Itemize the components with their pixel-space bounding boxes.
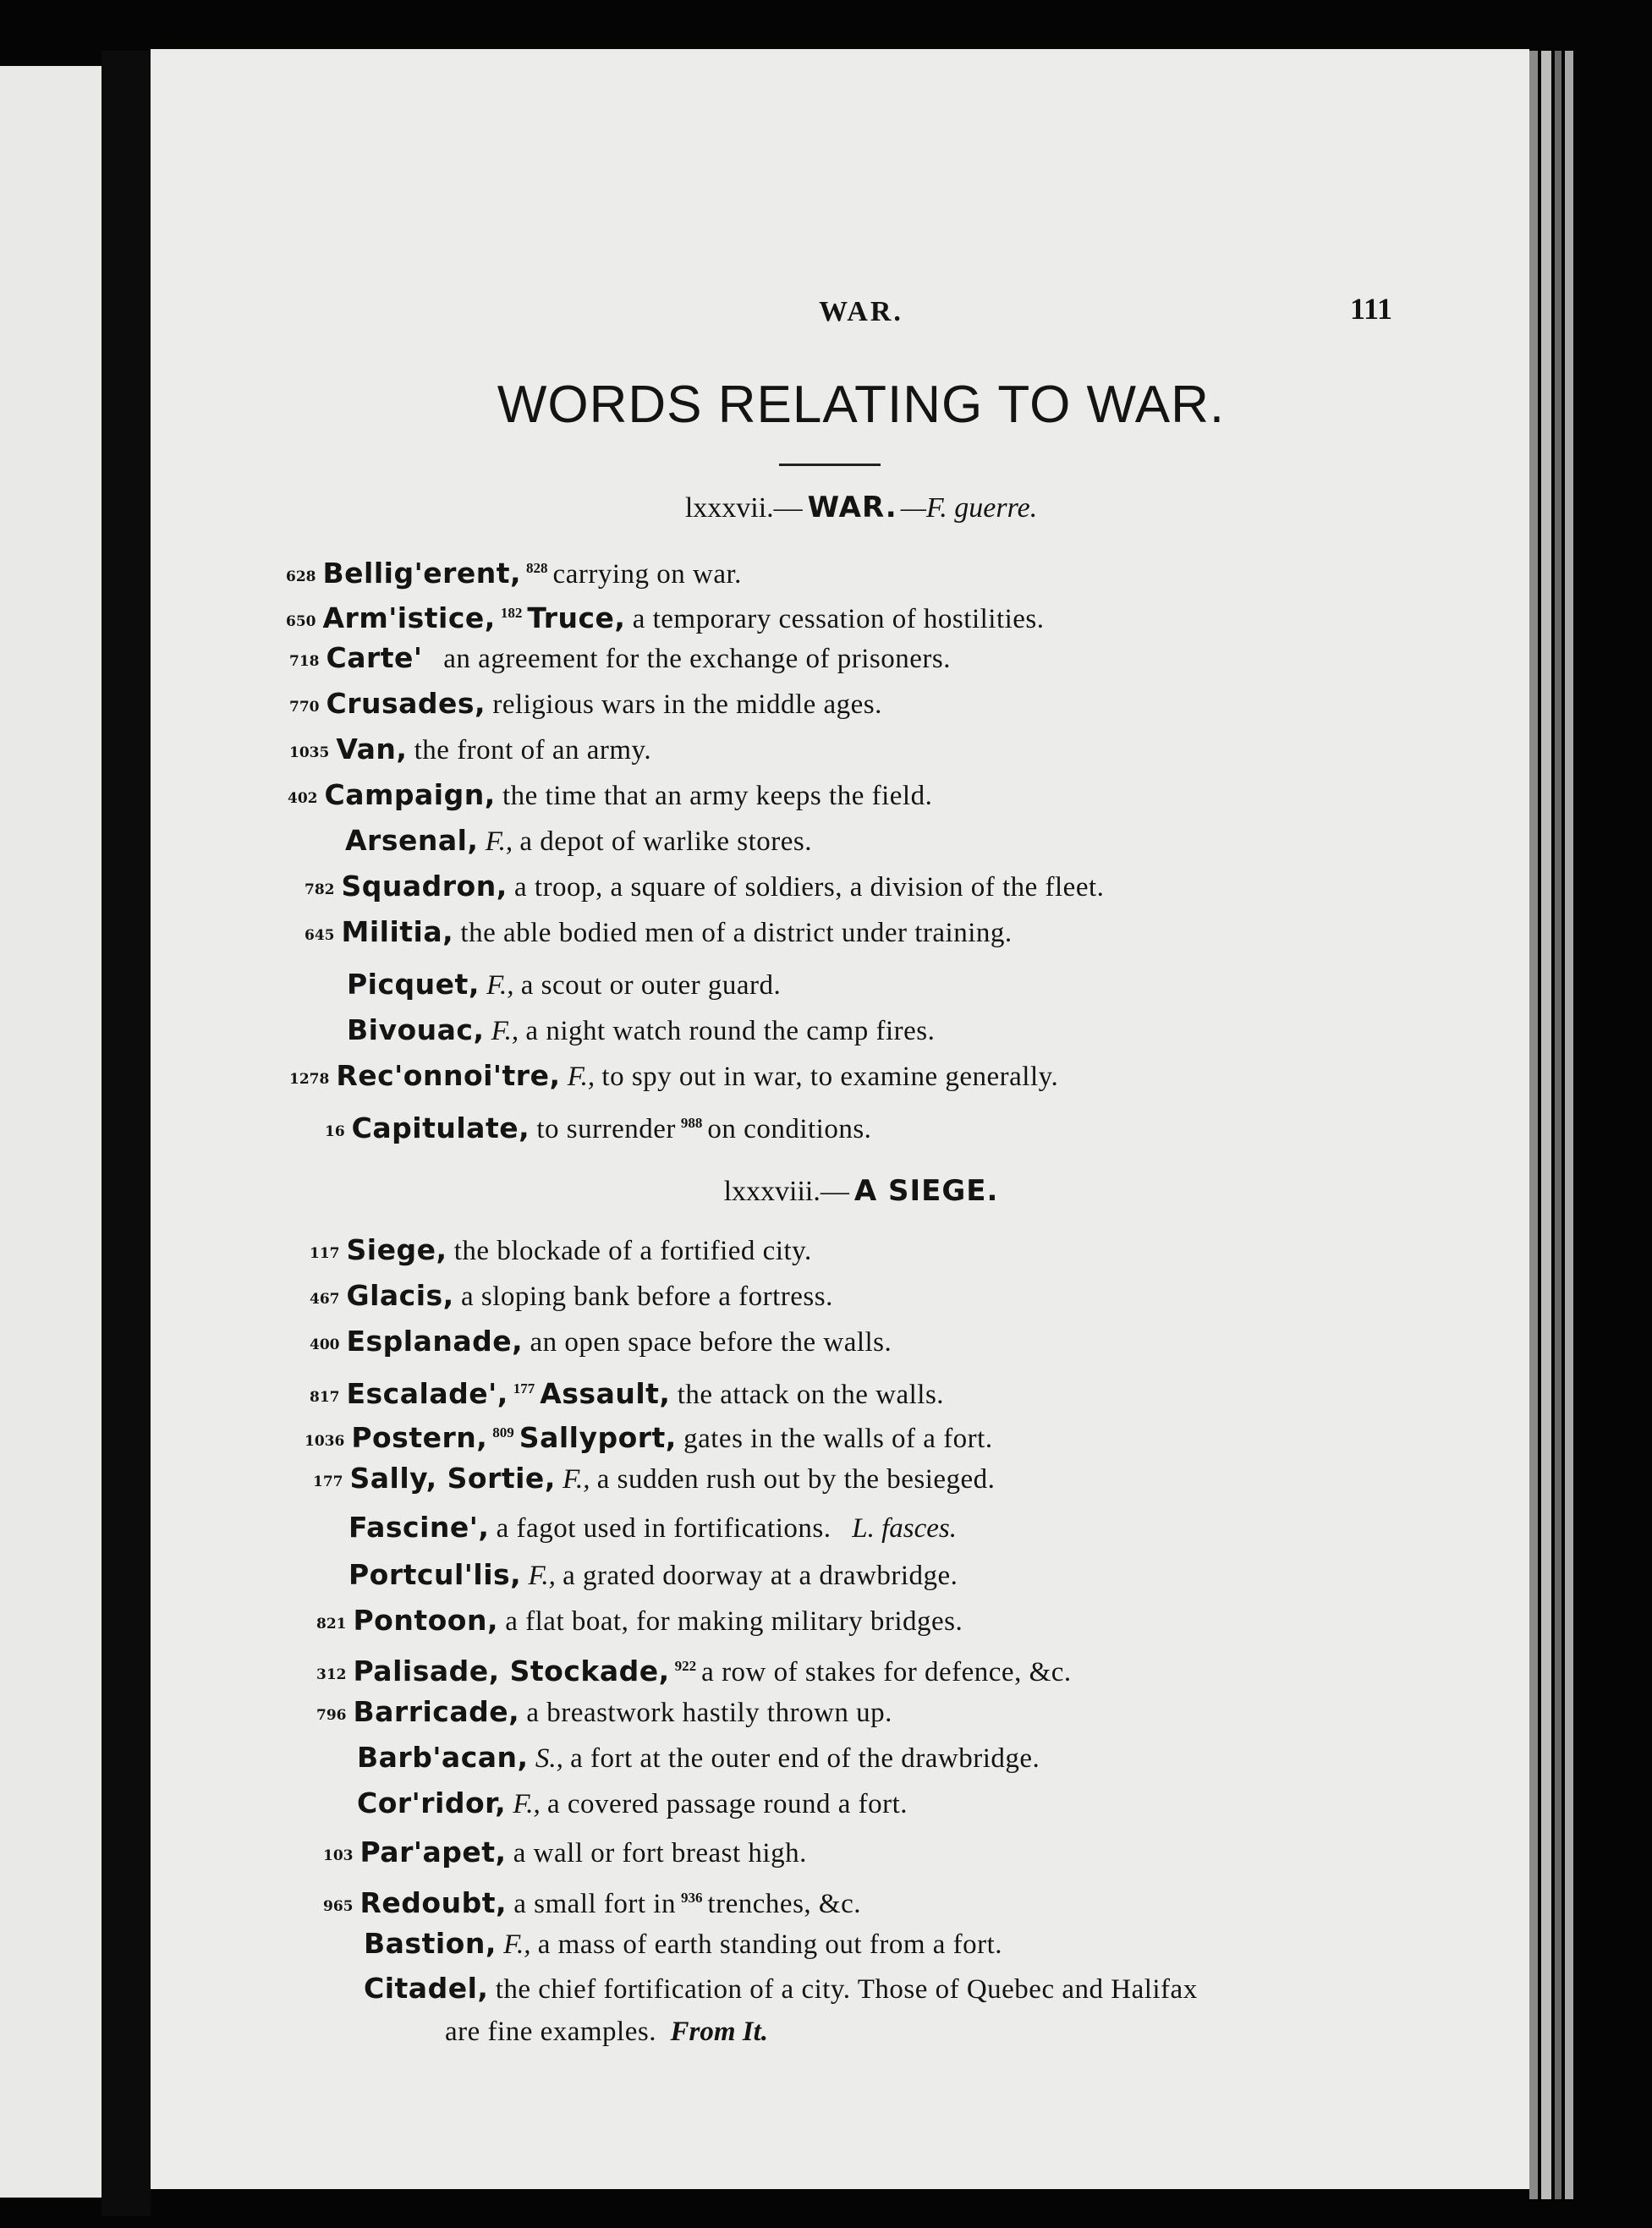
entry-definition: the able bodied men of a district under training. xyxy=(460,918,1013,948)
entry-definition: a flat boat, for making military bridges. xyxy=(505,1606,963,1637)
section-numeral: lxxxviii.— xyxy=(723,1176,849,1207)
entry-capitulate xyxy=(325,1103,871,1152)
section-heading-siege xyxy=(151,1174,1529,1208)
entry-word: Citadel, xyxy=(364,1972,489,2005)
cross-reference: 177 xyxy=(513,1380,535,1397)
entry-definition: a fort at the outer end of the drawbridge. xyxy=(570,1743,1040,1774)
section-topic: A SIEGE. xyxy=(853,1174,999,1208)
entry-definition: a sloping bank before a fortress. xyxy=(460,1281,833,1312)
entry-word: Crusades, xyxy=(326,687,486,720)
entry-word: Bivouac, xyxy=(347,1013,485,1046)
title-rule xyxy=(779,464,881,466)
entry-belligerent xyxy=(286,548,742,597)
entry-definition: the attack on the walls. xyxy=(677,1380,945,1410)
entry-word: Militia, xyxy=(341,915,454,948)
entry-number: 1278 xyxy=(289,1071,330,1088)
entry-number: 782 xyxy=(305,881,335,898)
entry-definition: a fagot used in fortifications. xyxy=(496,1513,831,1544)
entry-definition: a night watch round the camp fires. xyxy=(525,1016,936,1046)
cross-reference: 988 xyxy=(680,1115,703,1131)
cross-reference: 182 xyxy=(500,605,523,621)
entry-definition: religious wars in the middle ages. xyxy=(492,689,882,720)
entry-definition: to spy out in war, to examine generally. xyxy=(601,1062,1059,1092)
entry-word: Bastion, xyxy=(364,1927,497,1960)
entry-citadel xyxy=(364,1967,1413,2053)
entry-definition: a sudden rush out by the besieged. xyxy=(596,1464,996,1495)
entry-palisade-stockade xyxy=(316,1646,1072,1695)
entry-definition: a scout or outer guard. xyxy=(520,970,782,1001)
entry-number: 117 xyxy=(310,1245,340,1262)
entry-campaign xyxy=(288,775,932,819)
cross-reference: 936 xyxy=(680,1890,703,1906)
entry-definition: a temporary cessation of hostilities. xyxy=(632,604,1045,634)
entry-definition: the time that an army keeps the field. xyxy=(502,781,933,811)
entry-definition: a grated doorway at a drawbridge. xyxy=(563,1561,958,1591)
entry-word: Arm'istice, xyxy=(322,601,496,634)
entry-crusades xyxy=(289,683,882,727)
entry-picquet xyxy=(347,964,781,1006)
entry-number: 1035 xyxy=(289,744,330,761)
entry-word: Truce, xyxy=(527,601,626,634)
entry-militia xyxy=(305,912,1013,956)
entry-word: Capitulate, xyxy=(351,1111,530,1144)
section-numeral: lxxxvii.— xyxy=(684,492,803,524)
entry-redoubt xyxy=(323,1878,861,1927)
entry-number: 770 xyxy=(289,699,320,716)
entry-number: 965 xyxy=(323,1898,354,1915)
entry-word: Sallyport, xyxy=(519,1421,677,1454)
page-edge-stripe xyxy=(1555,51,1561,2199)
entry-number: 16 xyxy=(325,1123,345,1140)
entry-word: Palisade, Stockade, xyxy=(353,1655,670,1687)
entry-number: 400 xyxy=(310,1336,340,1353)
entry-number: 177 xyxy=(313,1473,343,1490)
entry-fascine xyxy=(349,1507,957,1549)
entry-word: Cor'ridor, xyxy=(357,1786,507,1819)
entry-word: Squadron, xyxy=(341,870,508,903)
entry-continuation xyxy=(364,2011,1413,2053)
entry-definition: to surrender xyxy=(536,1114,676,1144)
entry-word: Siege, xyxy=(346,1233,447,1266)
entry-definition: the blockade of a fortified city. xyxy=(453,1236,812,1266)
entry-word: Postern, xyxy=(351,1421,488,1454)
entry-number: 103 xyxy=(323,1847,354,1864)
entry-word: Campaign, xyxy=(324,778,496,811)
page-edge-stripe xyxy=(1565,51,1573,2199)
entry-definition: on conditions. xyxy=(707,1114,872,1144)
entry-number: 796 xyxy=(316,1707,347,1724)
entry-portcullis xyxy=(349,1555,958,1596)
language-abbreviation: F., xyxy=(528,1561,556,1591)
entry-siege xyxy=(310,1230,812,1274)
entry-word: Redoubt, xyxy=(359,1886,508,1919)
entry-number: 645 xyxy=(305,927,335,944)
entry-word: Rec'onnoi'tre, xyxy=(336,1059,561,1092)
language-abbreviation: F., xyxy=(567,1062,595,1092)
book-page xyxy=(151,49,1529,2189)
entry-word: Portcul'lis, xyxy=(349,1558,522,1591)
entry-definition: a row of stakes for defence, &c. xyxy=(701,1657,1072,1687)
entry-definition: a depot of warlike stores. xyxy=(519,826,813,857)
entry-armistice xyxy=(286,593,1045,642)
entry-definition: carrying on war. xyxy=(552,559,742,590)
entry-word: Barb'acan, xyxy=(357,1741,529,1774)
cross-reference: 922 xyxy=(674,1658,697,1674)
section-heading-war xyxy=(151,491,1529,524)
entry-definition: the front of an army. xyxy=(414,735,652,766)
entry-definition: a covered passage round a fort. xyxy=(547,1789,908,1819)
entry-parapet xyxy=(323,1832,807,1876)
entry-word: Esplanade, xyxy=(346,1325,524,1358)
entry-word: Pontoon, xyxy=(353,1604,498,1637)
language-abbreviation: F., xyxy=(503,1929,531,1960)
entry-number: 1036 xyxy=(305,1433,345,1450)
page-number: 111 xyxy=(1350,292,1393,326)
entry-word: Carte' xyxy=(326,641,423,674)
entry-squadron xyxy=(305,866,1104,910)
page-title: WORDS RELATING TO WAR. xyxy=(497,376,1226,434)
entry-number: 650 xyxy=(286,613,316,630)
entry-definition: a mass of earth standing out from a fort. xyxy=(537,1929,1003,1960)
entry-bastion xyxy=(364,1923,1002,1965)
cross-reference: 828 xyxy=(526,560,548,576)
entry-word: Picquet, xyxy=(347,968,480,1001)
running-head: WAR. xyxy=(819,296,903,327)
entry-reconnoitre xyxy=(289,1056,1058,1100)
cross-reference: 809 xyxy=(492,1424,514,1441)
entry-definition: an agreement for the exchange of prisoners. xyxy=(443,644,951,674)
previous-page-edge xyxy=(0,66,102,2198)
language-abbreviation: S., xyxy=(535,1743,563,1774)
language-abbreviation: F., xyxy=(486,970,514,1001)
entry-carte xyxy=(289,638,951,682)
language-abbreviation: F., xyxy=(491,1016,519,1046)
entry-definition: a wall or fort breast high. xyxy=(513,1838,807,1869)
page-edge-stripe xyxy=(1541,51,1551,2199)
entry-word: Van, xyxy=(336,733,408,766)
entry-word: Bellig'erent, xyxy=(322,557,522,590)
entry-word: Arsenal, xyxy=(345,824,479,857)
language-abbreviation: F., xyxy=(513,1789,541,1819)
entry-definition: gates in the walls of a fort. xyxy=(683,1424,993,1454)
entry-word: Glacis, xyxy=(346,1279,454,1312)
entry-word: Par'apet, xyxy=(359,1836,507,1869)
entry-number: 312 xyxy=(316,1666,347,1683)
entry-corridor xyxy=(357,1783,908,1825)
entry-word: Sally, Sortie, xyxy=(349,1462,556,1495)
entry-word: Fascine', xyxy=(349,1511,490,1544)
entry-number: 718 xyxy=(289,653,320,670)
entry-number: 628 xyxy=(286,568,316,585)
entry-number: 467 xyxy=(310,1291,340,1308)
entry-definition: an open space before the walls. xyxy=(530,1327,892,1358)
entry-definition: a small fort in xyxy=(513,1889,676,1919)
etymology: From It. xyxy=(670,2017,769,2047)
page-edge-stripe xyxy=(1529,51,1538,2199)
entry-word: Barricade, xyxy=(353,1695,520,1728)
entry-postern xyxy=(305,1413,993,1462)
language-abbreviation: F., xyxy=(485,826,513,857)
entry-bivouac xyxy=(347,1010,935,1051)
language-abbreviation: F., xyxy=(563,1464,590,1495)
entry-word: Assault, xyxy=(540,1377,671,1410)
section-french: —F. guerre. xyxy=(900,492,1038,524)
entry-number: 821 xyxy=(316,1616,347,1633)
entry-sally-sortie xyxy=(313,1458,995,1502)
entry-glacis xyxy=(310,1276,833,1320)
section-topic: WAR. xyxy=(807,491,897,524)
etymology: L. fasces. xyxy=(852,1513,957,1544)
entry-number: 402 xyxy=(288,790,318,807)
entry-escalade xyxy=(310,1369,944,1418)
book-gutter xyxy=(102,51,151,2216)
entry-barricade xyxy=(316,1692,892,1736)
entry-arsenal xyxy=(345,820,812,862)
entry-esplanade xyxy=(310,1321,892,1365)
entry-number: 817 xyxy=(310,1389,340,1406)
entry-pontoon xyxy=(316,1600,963,1644)
entry-definition: a breastwork hastily thrown up. xyxy=(526,1698,892,1728)
entry-definition: trenches, &c. xyxy=(707,1889,861,1919)
entry-definition: the chief fortification of a city. Those of Quebec and Halifax xyxy=(495,1974,1198,2005)
entry-van xyxy=(289,729,651,773)
entry-definition: are fine examples. xyxy=(445,2017,656,2047)
entry-word: Escalade', xyxy=(346,1377,508,1410)
entry-definition: a troop, a square of soldiers, a division of the fleet. xyxy=(514,872,1105,903)
entry-barbacan xyxy=(357,1737,1040,1779)
